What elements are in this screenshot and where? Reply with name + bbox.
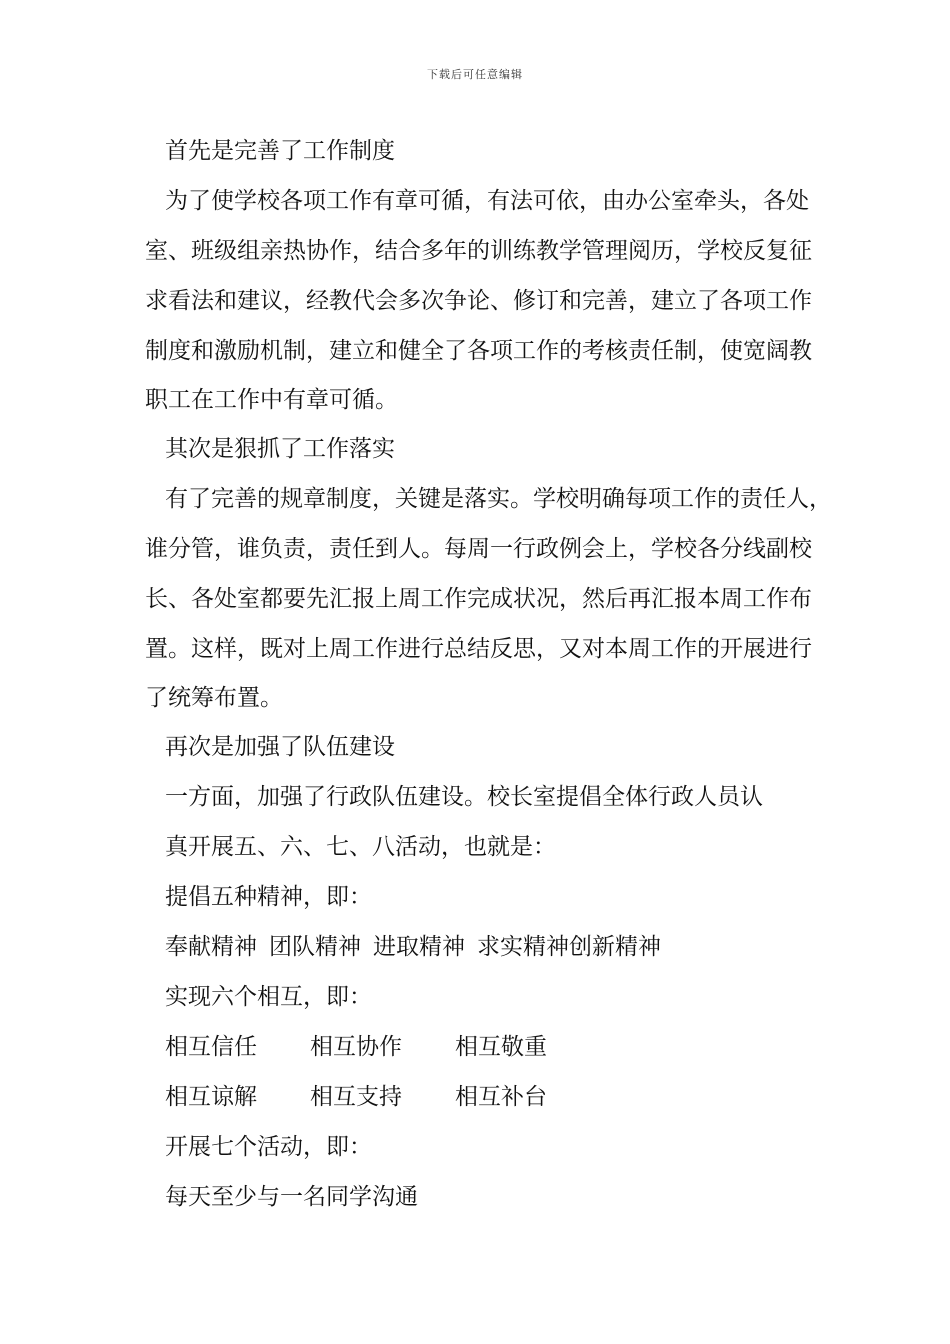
spirit-item: 奉献精神 bbox=[165, 934, 257, 960]
mutual-item: 相互谅解 bbox=[165, 1084, 257, 1110]
paragraph-line: 求看法和建议，经教代会多次争论、修订和完善，建立了各项工作 bbox=[145, 288, 812, 314]
mutual-row bbox=[165, 1032, 585, 1062]
paragraph-line: 每天至少与一名同学沟通 bbox=[165, 1184, 418, 1210]
heading-3: 再次是加强了队伍建设 bbox=[165, 734, 395, 760]
mutual-item: 相互敬重 bbox=[455, 1034, 547, 1060]
mutual-item: 相互支持 bbox=[310, 1084, 402, 1110]
paragraph-line: 实现六个相互，即： bbox=[165, 984, 372, 1010]
paragraph-line: 提倡五种精神，即： bbox=[165, 884, 372, 910]
paragraph-line: 一方面，加强了行政队伍建设。校长室提倡全体行政人员认 bbox=[165, 784, 763, 810]
paragraph-line: 为了使学校各项工作有章可循，有法可依，由办公室牵头，各处 bbox=[165, 188, 809, 214]
mutual-item: 相互协作 bbox=[310, 1034, 402, 1060]
paragraph-line: 置。这样，既对上周工作进行总结反思，又对本周工作的开展进行 bbox=[145, 636, 812, 662]
spirit-item: 求实精神创新精神 bbox=[477, 934, 661, 960]
paragraph-line: 有了完善的规章制度，关键是落实。学校明确每项工作的责任人， bbox=[165, 486, 832, 512]
heading-1: 首先是完善了工作制度 bbox=[165, 138, 395, 164]
paragraph-line: 制度和激励机制，建立和健全了各项工作的考核责任制，使宽阔教 bbox=[145, 338, 812, 364]
spirit-item: 团队精神 bbox=[269, 934, 361, 960]
paragraph-line: 谁分管，谁负责，责任到人。每周一行政例会上，学校各分线副校 bbox=[145, 536, 812, 562]
mutual-row bbox=[165, 1082, 585, 1112]
paragraph-line: 了统筹布置。 bbox=[145, 685, 283, 711]
mutual-item: 相互补台 bbox=[455, 1084, 547, 1110]
paragraph-line: 开展七个活动，即： bbox=[165, 1134, 372, 1160]
mutual-item: 相互信任 bbox=[165, 1034, 257, 1060]
paragraph-line: 真开展五、六、七、八活动，也就是： bbox=[165, 834, 556, 860]
page-header: 下载后可任意编辑 bbox=[427, 68, 523, 81]
paragraph-line: 职工在工作中有章可循。 bbox=[145, 387, 398, 413]
paragraph-line: 长、各处室都要先汇报上周工作完成状况，然后再汇报本周工作布 bbox=[145, 586, 812, 612]
spirits-list bbox=[165, 932, 661, 962]
heading-2: 其次是狠抓了工作落实 bbox=[165, 436, 395, 462]
spirit-item: 进取精神 bbox=[373, 934, 465, 960]
paragraph-line: 室、班级组亲热协作，结合多年的训练教学管理阅历，学校反复征 bbox=[145, 238, 812, 264]
